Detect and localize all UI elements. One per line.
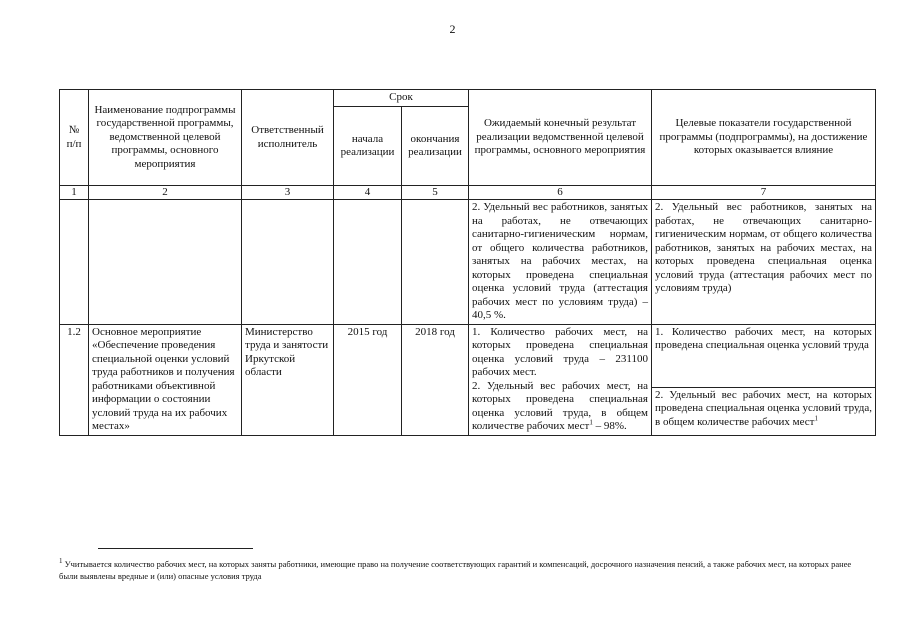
cell-result xyxy=(469,324,652,435)
col-number: 3 xyxy=(242,186,334,200)
cell-indicators: 2. Удельный вес работников, занятых на работах, не отвечающих санитарно-гигиеническим нормам, от общего количества работников, занятых на рабочих местах, на которых проведена специальная оценка условий труда (аттестация рабочих мест по условиям труда) xyxy=(652,200,876,325)
header-executor: Ответственный исполнитель xyxy=(242,90,334,186)
cell-result: 2. Удельный вес работников, занятых на работах, не отвечающих санитарно-гигиеническим нормам, от общего количества работников, занятых на рабочих местах, на которых проведена специальная оценка условий труда (аттестация рабочих мест по условиям труда) – 40,5 %. xyxy=(469,200,652,325)
program-table xyxy=(59,89,876,436)
footnote-mark: 1 xyxy=(59,557,63,566)
cell-empty xyxy=(60,200,89,325)
col-number: 6 xyxy=(469,186,652,200)
result-item-1: 1. Количество рабочих мест, на которых проведена специальная оценка условий труда – 231100 рабочих мест. xyxy=(472,325,648,378)
header-term: Срок xyxy=(334,90,469,107)
footnote-text: Учитывается количество рабочих мест, на которых заняты работники, имеющие право на получение соответствующих гарантий и компенсаций, досрочного назначения пенсий, а также рабочих мест, на которых ранее были выявлены вредные и (или) опасные условия труда xyxy=(59,559,852,581)
col-number: 7 xyxy=(652,186,876,200)
cell-empty xyxy=(242,200,334,325)
table-row xyxy=(60,324,876,435)
cell-executor: Министерство труда и занятости Иркутской области xyxy=(242,324,334,435)
indicator-item-2-text: 2. Удельный вес рабочих мест, на которых проведена специальная оценка условий труда, в общем количестве рабочих мест xyxy=(655,388,872,428)
footnote-divider xyxy=(98,548,253,549)
col-number: 2 xyxy=(89,186,242,200)
col-number: 5 xyxy=(402,186,469,200)
result-item-2-tail: – 98%. xyxy=(592,420,627,432)
footnote-mark: 1 xyxy=(589,418,593,427)
header-name: Наименование подпрограммы государственной программы, ведомственной целевой программы, основного мероприятия xyxy=(89,90,242,186)
cell-empty xyxy=(402,200,469,325)
header-end: окончания реализации xyxy=(402,107,469,186)
result-item-2-text: 2. Удельный вес рабочих мест, на которых проведена специальная оценка условий труда, в общем количестве рабочих мест xyxy=(472,379,648,432)
cell-start-year: 2015 год xyxy=(334,324,402,435)
cell-empty xyxy=(334,200,402,325)
header-indicators: Целевые показатели государственной программы (подпрограммы), на достижение которых оказывается влияние xyxy=(652,90,876,186)
indicator-item-2 xyxy=(652,387,875,431)
table-row xyxy=(60,200,876,325)
cell-measure-name: Основное мероприятие «Обеспечение проведения специальной оценки условий труда работников и получения работниками объективной информации о состоянии условий труда на их рабочих местах» xyxy=(89,324,242,435)
page-number: 2 xyxy=(449,22,456,36)
cell-end-year: 2018 год xyxy=(402,324,469,435)
header-result: Ожидаемый конечный результат реализации ведомственной целевой программы, основного мероприятия xyxy=(469,90,652,186)
header-start: начала реализации xyxy=(334,107,402,186)
col-number: 4 xyxy=(334,186,402,200)
cell-empty xyxy=(89,200,242,325)
header-no: № п/п xyxy=(60,90,89,186)
footnote xyxy=(59,558,859,582)
indicator-item-1: 1. Количество рабочих мест, на которых проведена специальная оценка условий труда xyxy=(655,325,872,351)
cell-indicators xyxy=(652,324,876,435)
footnote-mark: 1 xyxy=(814,413,818,422)
result-item-2 xyxy=(472,380,648,434)
cell-row-number: 1.2 xyxy=(60,324,89,435)
col-number: 1 xyxy=(60,186,89,200)
header-row-1 xyxy=(60,90,876,107)
column-number-row xyxy=(60,186,876,200)
